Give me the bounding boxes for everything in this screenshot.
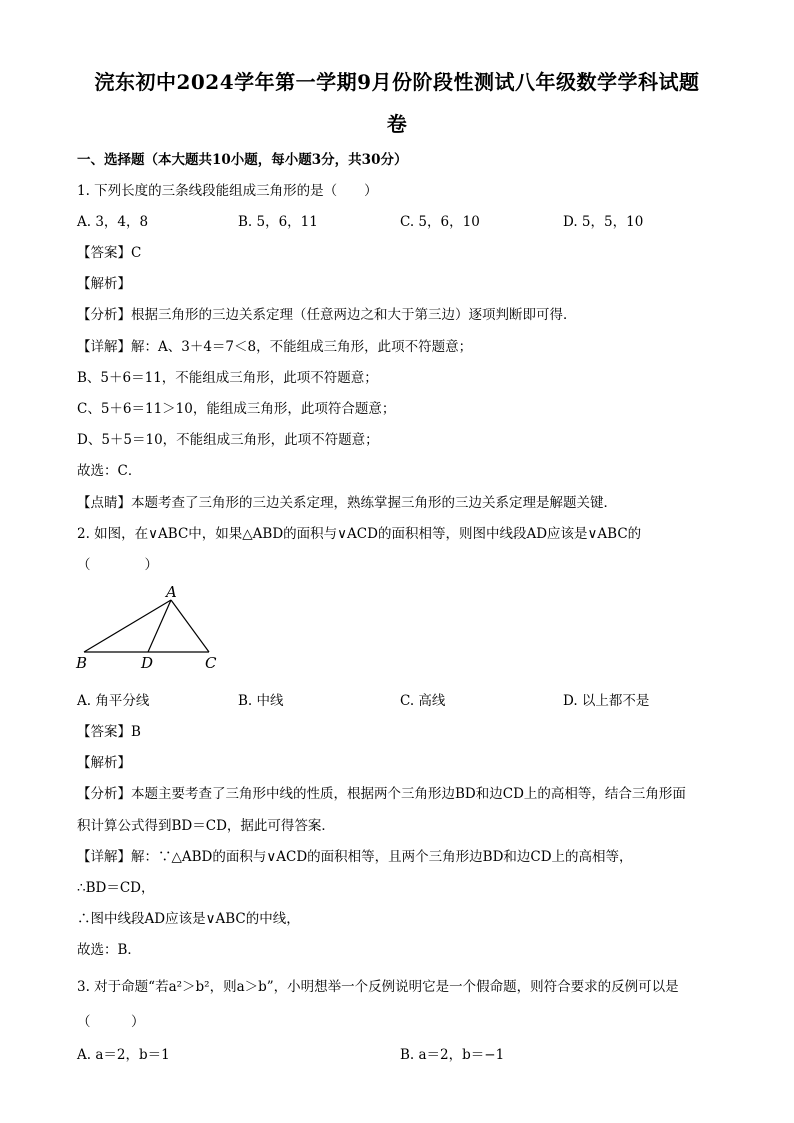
q2-conclusion: 故选：B． [77,942,141,958]
q2-analysis-label: 【解析】 [77,755,131,771]
q2-detail-line: ∴BD＝CD， [77,880,155,896]
q2-stem-line1: 2. 如图，在∨ABC中，如果△ABD的面积与∨ACD的面积相等，则图中线段AD应该是∨ABC的 [77,526,642,542]
triangle-figure [72,582,232,674]
label-c: C [205,654,217,672]
segment-ad [148,600,171,652]
label-a: A [166,583,177,601]
q1-detail-line: D、5＋5＝10，不能组成三角形，此项不符题意； [77,432,379,448]
q1-answer: 【答案】C [77,245,142,261]
label-d: D [141,654,154,672]
q2-stem-line2: （ ） [77,557,158,573]
q1-option-d: D. 5，5，10 [563,214,644,230]
segment-ac [171,600,209,652]
q2-option-b: B. 中线 [238,693,284,709]
q1-option-a: A. 3，4，8 [77,214,149,230]
q3-option-b: B. a＝2，b＝−1 [400,1047,505,1063]
q2-fenxi-line2: 积计算公式得到BD＝CD，据此可得答案． [77,818,335,834]
label-b: B [76,654,88,672]
q1-option-c: C. 5，6，10 [400,214,480,230]
q1-analysis-label: 【解析】 [77,276,131,292]
q1-dianjing: 【点睛】本题考查了三角形的三边关系定理，熟练掌握三角形的三边关系定理是解题关键． [77,495,617,511]
segment-ba [84,600,171,652]
q2-detail-line: ∴图中线段AD应该是∨ABC的中线， [77,911,300,927]
q3-option-a: A. a＝2，b＝1 [77,1047,170,1063]
q3-stem-line2: （ ） [77,1014,145,1030]
q1-stem: 1. 下列长度的三条线段能组成三角形的是（ ） [77,183,378,199]
exam-title-line2: 卷 [386,112,408,136]
q1-option-b: B. 5，6，11 [238,214,318,230]
q2-fenxi-line1: 【分析】本题主要考查了三角形中线的性质，根据两个三角形边BD和边CD上的高相等，结合三角形面 [77,786,686,802]
q2-option-c: C. 高线 [400,693,446,709]
q1-detail-line: 【详解】解：A、3＋4＝7＜8，不能组成三角形，此项不符题意； [77,339,473,355]
q2-detail-line: 【详解】解：∵△ABD的面积与∨ACD的面积相等，且两个三角形边BD和边CD上的高相等， [77,849,633,865]
q1-detail-line: B、5＋6＝11，不能组成三角形，此项不符题意； [77,370,378,386]
q3-stem-line1: 3. 对于命题“若a²＞b²，则a＞b”，小明想举一个反例说明它是一个假命题，则符合要求的反例可以是 [77,979,679,995]
q2-option-d: D. 以上都不是 [563,693,650,709]
q1-conclusion: 故选：C． [77,463,142,479]
q1-fenxi: 【分析】根据三角形的三边关系定理（任意两边之和大于第三边）逐项判断即可得． [77,307,577,323]
q2-option-a: A. 角平分线 [77,693,150,709]
exam-title-line1: 浣东初中2024学年第一学期9月份阶段性测试八年级数学学科试题 [94,70,700,94]
section-heading: 一、选择题（本大题共10小题，每小题3分，共30分） [77,152,408,168]
q1-detail-line: C、5＋6＝11＞10，能组成三角形，此项符合题意； [77,401,396,417]
q2-answer: 【答案】B [77,724,141,740]
